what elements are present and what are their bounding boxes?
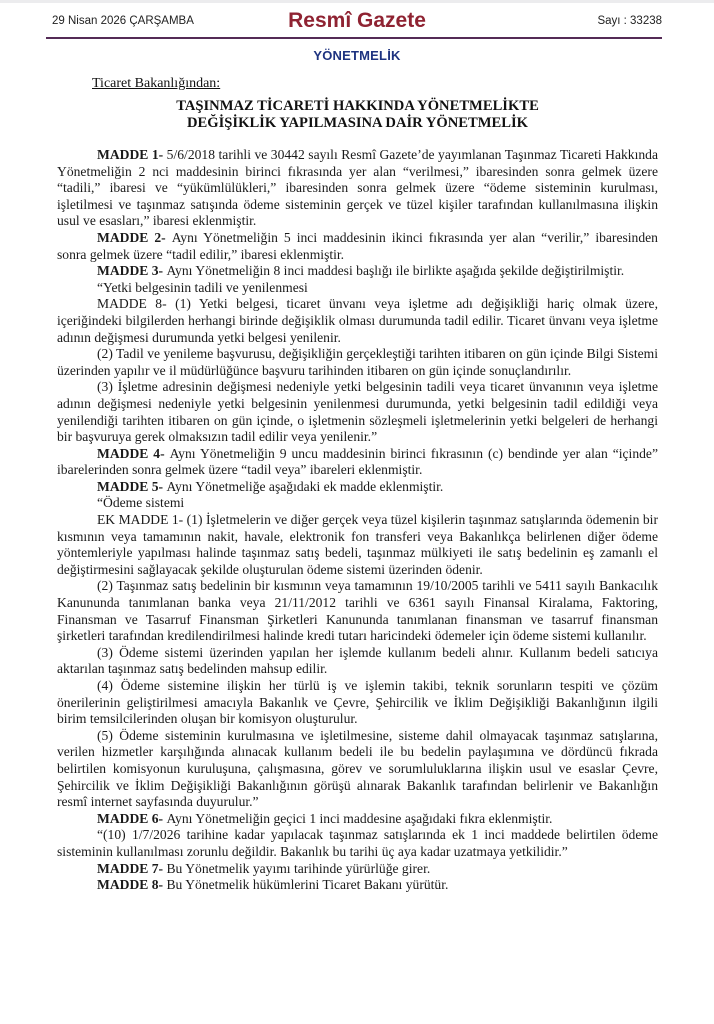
paragraph: MADDE 3- Aynı Yönetmeliğin 8 inci maddesi başlığı ile birlikte aşağıda şekilde değiştirilmiştir. [97,263,625,279]
article-lead: MADDE 5- [97,478,167,494]
paragraph: MADDE 4- Aynı Yönetmeliğin 9 uncu maddesinin birinci fıkrasının (c) bendinde yer alan “içinde” ibarelerinden sonra gelmek üzere “tadil veya” ibareleri eklenmiştir. [57,445,658,478]
article-lead: MADDE 8- [97,877,167,893]
paragraph: (2) Tadil ve yenileme başvurusu, değişikliğin gerçekleştiği tarihten itibaren on gün içinde Bilgi Sistemi üzerinden yapılır ve il müdürlüğünce başvuru tarihinden itibaren on gün içinde sonuçlandırılır. [57,346,658,378]
gazette-header [46,9,662,39]
article-lead: MADDE 2- [97,229,172,245]
paragraph: MADDE 1- 5/6/2018 tarihli ve 30442 sayılı Resmî Gazete’de yayımlanan Taşınmaz Ticareti Hakkında Yönetmeliğin 2 nci maddesinin birinci fıkrasında yer alan “verilmesi,” ibaresinden sonra gelmek üzere “tadili,” ibaresi ve “yükümlülükleri,” ibaresinden sonra gelmek üzere “ödeme sisteminin kurulması, işletilmesi ve taşınmaz satışında ödeme sisteminin gerçek ve tüzel kişiler tarafından kullanılmasına ilişkin usul ve esasları,” ibaresi eklenmiştir. [57,147,658,229]
paragraph: (3) Ödeme sistemi üzerinden yapılan her işlemde kullanım bedeli alınır. Kullanım bedeli satıcıya aktarılan taşınmaz satış bedelinden mahsup edilir. [57,644,658,677]
paragraph: MADDE 5- Aynı Yönetmeliğe aşağıdaki ek madde eklenmiştir. [97,478,444,494]
paragraph: “Ödeme sistemi [97,495,185,511]
publication-date: 29 Nisan 2026 ÇARŞAMBA [52,15,194,27]
masthead-title: Resmî Gazete [288,9,426,32]
paragraph: EK MADDE 1- (1) İşletmelerin ve diğer gerçek veya tüzel kişilerin taşınmaz satışlarında ödemenin bir kısmının veya tamamının nakit, havale, elektronik fon transferi veya Bakanlıkça belirlenen diğer ödeme yöntemleriyle yapılması halinde taşınmaz satış bedeli, taşınmaz mülkiyeti ile satış bedelinin eş zamanlı el değiştirmesini sağlayacak şekilde oluşturulan ödeme sistemi üzerinden ödenir. [57,512,658,577]
paragraph: MADDE 8- Bu Yönetmelik hükümlerini Ticaret Bakanı yürütür. [97,877,449,893]
regulation-title-line-1: TAŞINMAZ TİCARETİ HAKKINDA YÖNETMELİKTE [176,98,539,114]
article-lead: MADDE 6- [97,810,167,826]
paragraph: MADDE 8- (1) Yetki belgesi, ticaret ünvanı veya işletme adı değişikliği hariç olmak üzere, içeriğindeki bilgilerden herhangi birinde değişiklik olması durumunda tadil edilir. Ticaret ünvanı veya işletme adının değişmesi durumunda yetki belgesi yenilenir. [57,296,658,345]
paragraph: (4) Ödeme sistemine ilişkin her türlü iş ve işlemin takibi, teknik sorunların tespiti ve çözüm önerilerinin geliştirilmesi amacıyla Bakanlık ve Çevre, Şehircilik ve İklim Değişikliği Bakanlığının ilgili birim temsilcilerinden oluşan bir komisyon oluşturulur. [57,678,658,727]
paragraph: (5) Ödeme sisteminin kurulmasına ve işletilmesine, sisteme dahil olmayacak taşınmaz satışlarına, verilen hizmetler karşılığında alınacak kullanım bedeli ile bu bedelin paylaşımına ve dördüncü fıkrada belirtilen komisyonun kuruluşuna, çalışmasına, görev ve sorumluluklarına ilişkin usul ve esaslar Çevre, Şehircilik ve İklim Değişikliği Bakanlığının görüşü alınarak Bakanlık tarafından belirlenir ve Bakanlığın resmî internet sayfasında duyurulur.” [57,727,658,810]
article-lead: MADDE 4- [97,445,170,461]
paragraph: (3) İşletme adresinin değişmesi nedeniyle yetki belgesinin tadili veya ticaret ünvanının veya işletme adının değişmesi nedeniyle yetki belgesinin yenilenmesi durumunda, yetki belgesinin tadil edildiği veya yenilendiği tarihten itibaren on gün içinde, o işletmenin sözleşmeli işletmelerinin yetki belgeleri de herhangi bir başvuruya gerek olmaksızın tadil edilir veya yenilenir.” [57,379,658,445]
paragraph: MADDE 2- Aynı Yönetmeliğin 5 inci maddesinin ikinci fıkrasında yer alan “verilir,” ibaresinden sonra gelmek üzere “tadil edilir,” ibaresi eklenmiştir. [57,229,658,262]
article-lead: MADDE 1- [97,147,167,162]
article-lead: MADDE 7- [97,860,167,876]
paragraph: MADDE 6- Aynı Yönetmeliğin geçici 1 inci maddesine aşağıdaki fıkra eklenmiştir. [97,810,553,826]
paragraph: “(10) 1/7/2026 tarihine kadar yapılacak taşınmaz satışlarında ek 1 inci maddede belirtilen ödeme sisteminin kullanılması zorunlu değildir. Bakanlık bu tarihi üç aya kadar uzatmaya yetkilidir.” [57,827,658,859]
paragraph: MADDE 7- Bu Yönetmelik yayımı tarihinde yürürlüğe girer. [97,860,431,876]
document-content [0,76,714,894]
section-heading: YÖNETMELİK [313,48,401,63]
document-body [57,147,658,894]
regulation-title [57,98,658,132]
regulation-title-line-2: DEĞİŞİKLİK YAPILMASINA DAİR YÖNETMELİK [187,115,528,131]
article-lead: MADDE 3- [97,263,167,279]
paragraph: (2) Taşınmaz satış bedelinin bir kısmının veya tamamının 19/10/2005 tarihli ve 5411 sayılı Bankacılık Kanununda tanımlanan banka veya 21/11/2012 tarihli ve 6361 sayılı Finansal Kiralama, Faktoring, Finansman ve Tasarruf Finansman Şirketleri Kanununda tanımlanan finansman ve tasarruf finansman şirketleri tarafından kredilendirilmesi halinde kredi tutarı haricindeki ödemeler için ödeme sistemi kullanılır. [57,578,658,644]
paragraph: “Yetki belgesinin tadili ve yenilenmesi [97,279,308,295]
issuing-authority: Ticaret Bakanlığından: [92,76,221,91]
issue-number: Sayı : 33238 [597,15,663,27]
